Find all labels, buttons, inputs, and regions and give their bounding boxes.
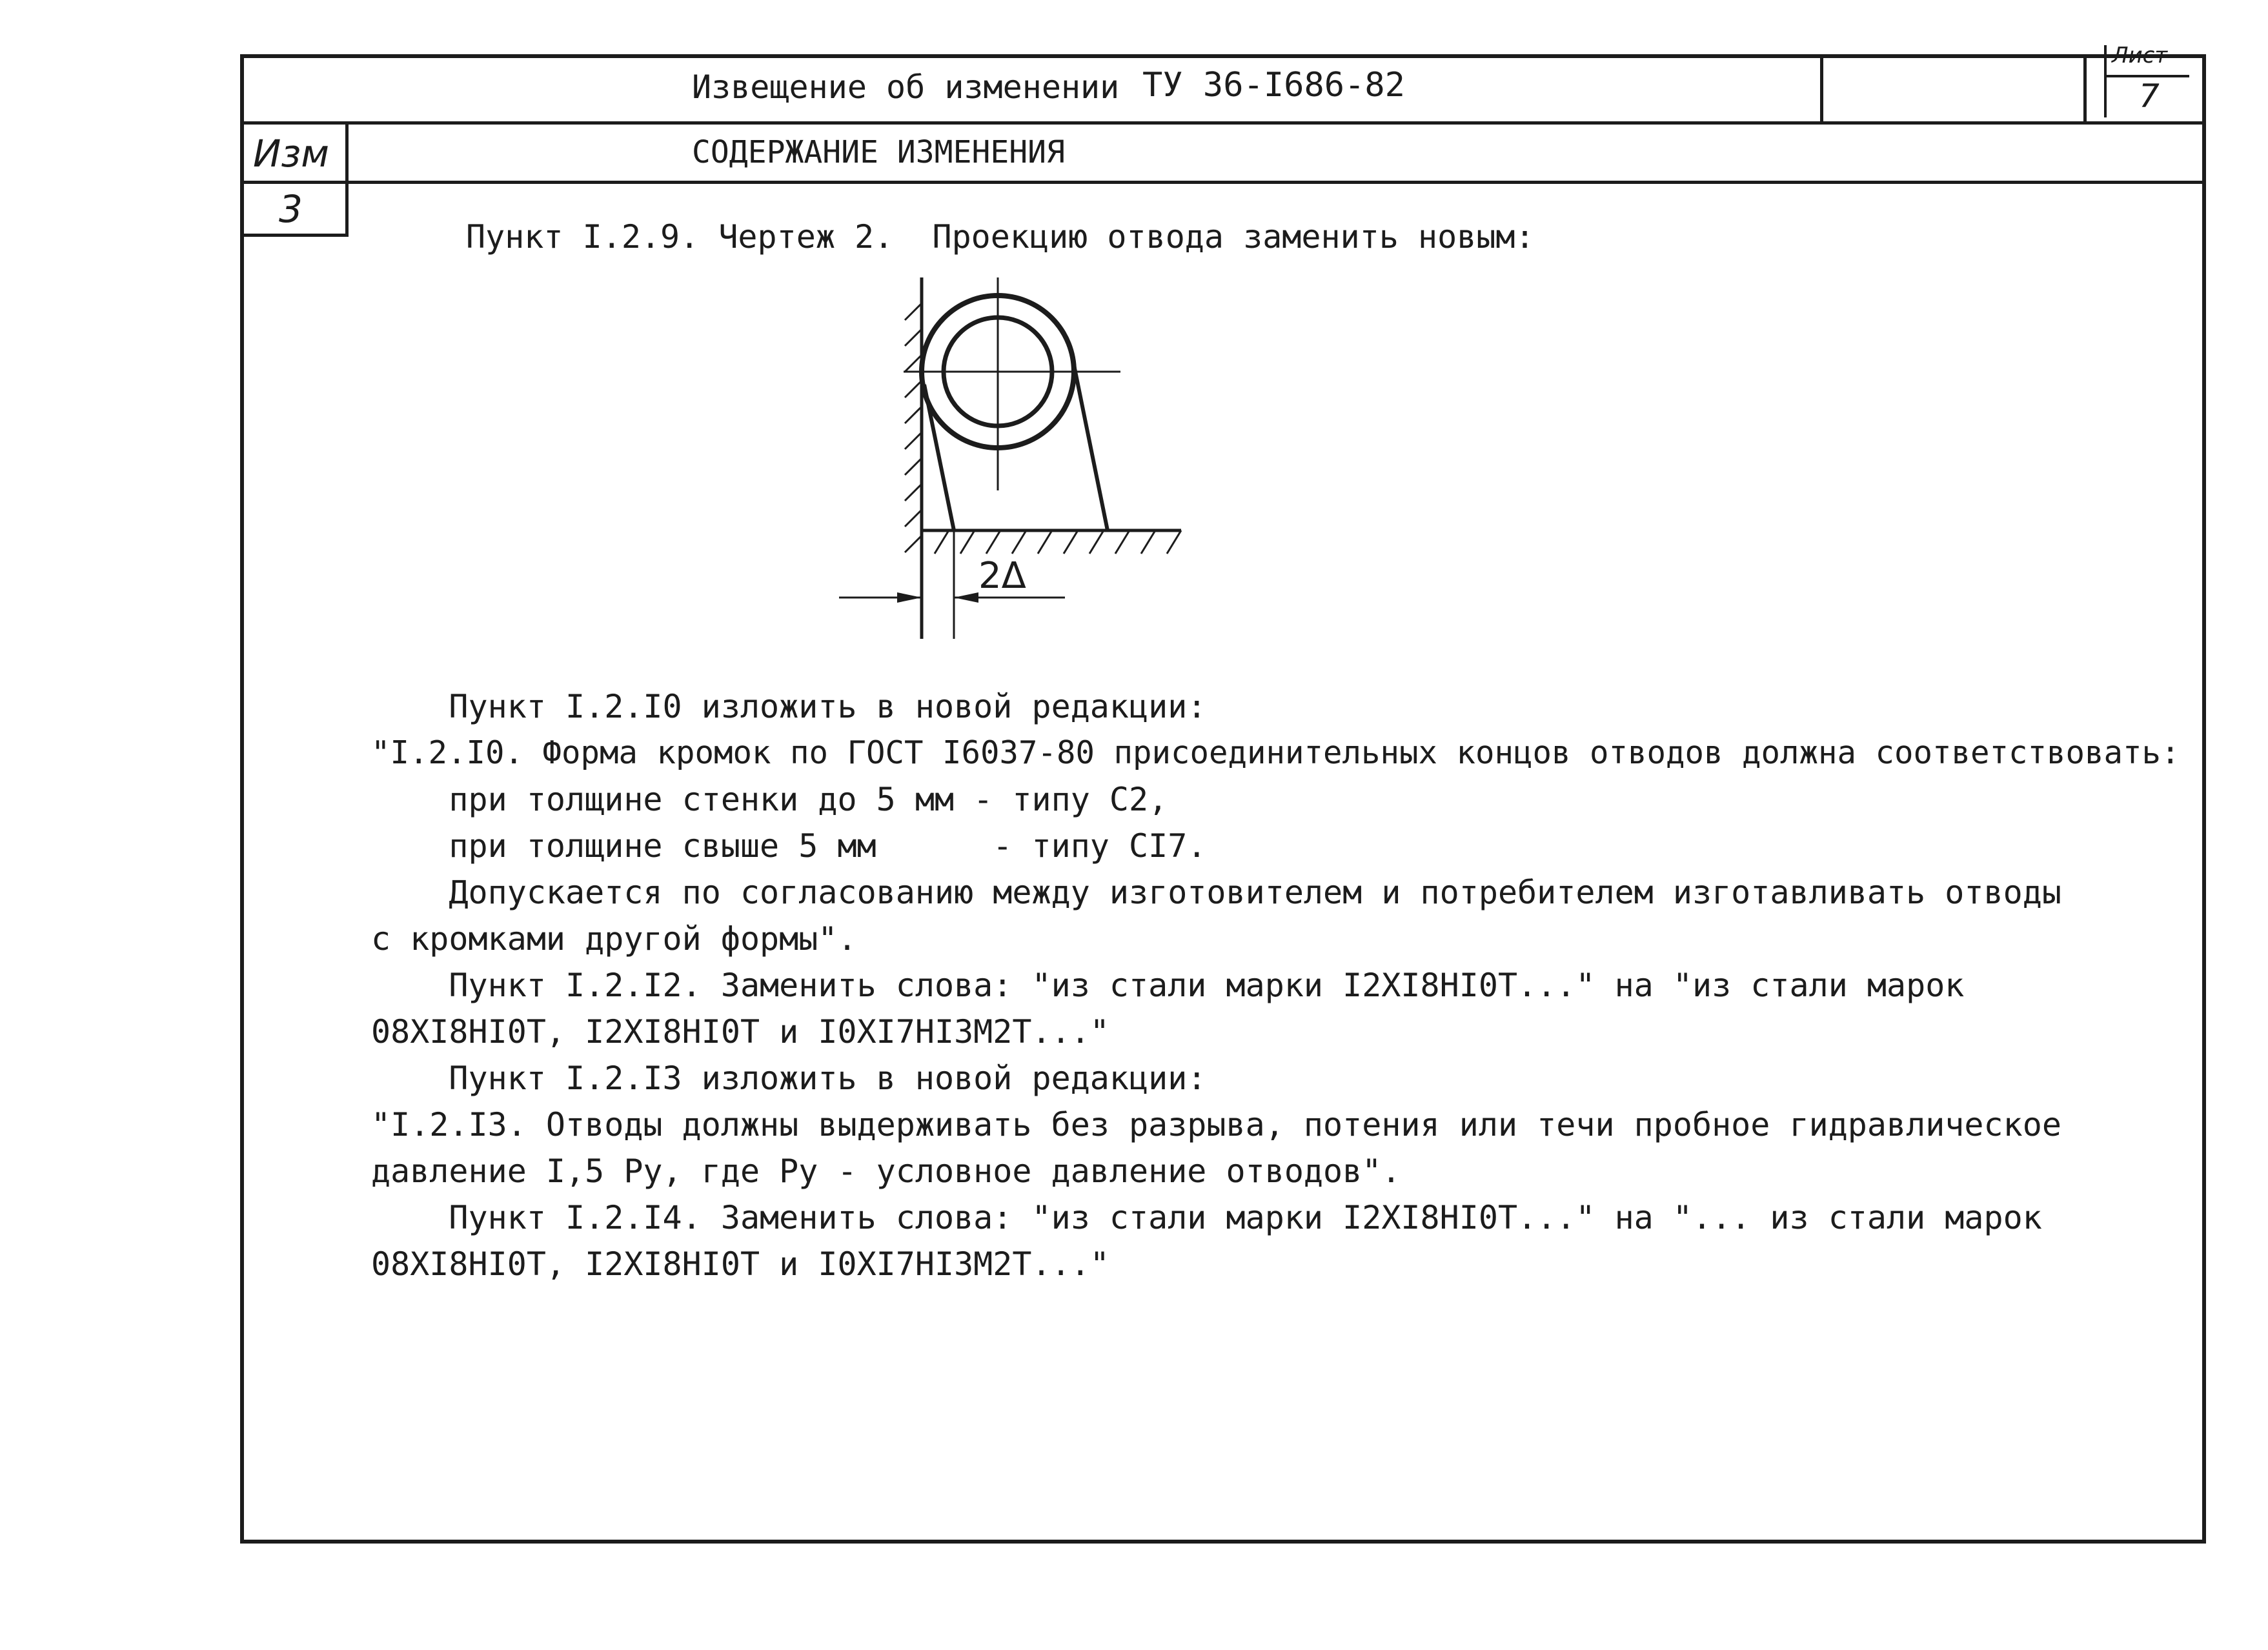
sheet-box	[2104, 45, 2189, 117]
izm-number: 3	[279, 187, 303, 231]
body-line: Пункт I.2.I0 изложить в новой редакции:	[371, 688, 1207, 725]
header-bottom-rule	[240, 121, 2206, 125]
document-code: ТУ 36-I686-82	[1142, 66, 1405, 105]
izm-box-bottom	[240, 234, 349, 237]
izm-label: Изм	[253, 132, 329, 176]
section-title: СОДЕРЖАНИЕ ИЗМЕНЕНИЯ	[692, 134, 1065, 170]
body-line: 08ХI8НI0Т, I2ХI8НI0Т и I0ХI7НI3М2Т..."	[371, 1245, 1109, 1283]
header-divider-2	[2083, 54, 2087, 123]
body-line: при толщине свыше 5 мм - типу СI7.	[371, 827, 1207, 865]
body-line: Пункт I.2.I2. Заменить слова: "из стали марки I2ХI8НI0Т..." на "из стали марок	[371, 967, 1965, 1004]
body-line: "I.2.I0. Форма кромок по ГОСТ I6037-80 присоединительных концов отводов должна соответствовать:	[371, 734, 2180, 771]
body-line: Допускается по согласованию между изготовителем и потребителем изготавливать отводы	[371, 874, 2061, 911]
body-line: при толщине стенки до 5 мм - типу С2,	[371, 781, 1168, 818]
sheet-label: Лист	[2112, 43, 2168, 68]
dimension-label: 2Δ	[978, 555, 1026, 597]
body-line: "I.2.I3. Отводы должны выдерживать без разрыва, потения или течи пробное гидравлическое	[371, 1106, 2061, 1143]
body-line: давление I,5 Ру, где Ру - условное давление отводов".	[371, 1152, 1401, 1190]
sheet-number: 7	[2139, 77, 2160, 115]
body-line: 08ХI8НI0Т, I2ХI8НI0Т и I0ХI7НI3М2Т..."	[371, 1013, 1109, 1051]
subheader-bottom-rule	[240, 181, 2206, 184]
body-line: Пункт I.2.I3 изложить в новой редакции:	[371, 1060, 1207, 1097]
header-divider-1	[1820, 54, 1823, 123]
body-line: Пункт I.2.I4. Заменить слова: "из стали марки I2ХI8НI0Т..." на "... из стали марок	[371, 1199, 2042, 1236]
drawing-caption: Пункт I.2.9. Чертеж 2. Проекцию отвода заменить новым:	[466, 218, 1535, 256]
body-line: с кромками другой формы".	[371, 920, 857, 958]
izm-column-divider	[345, 121, 349, 236]
notice-title: Извещение об изменении	[692, 68, 1120, 106]
